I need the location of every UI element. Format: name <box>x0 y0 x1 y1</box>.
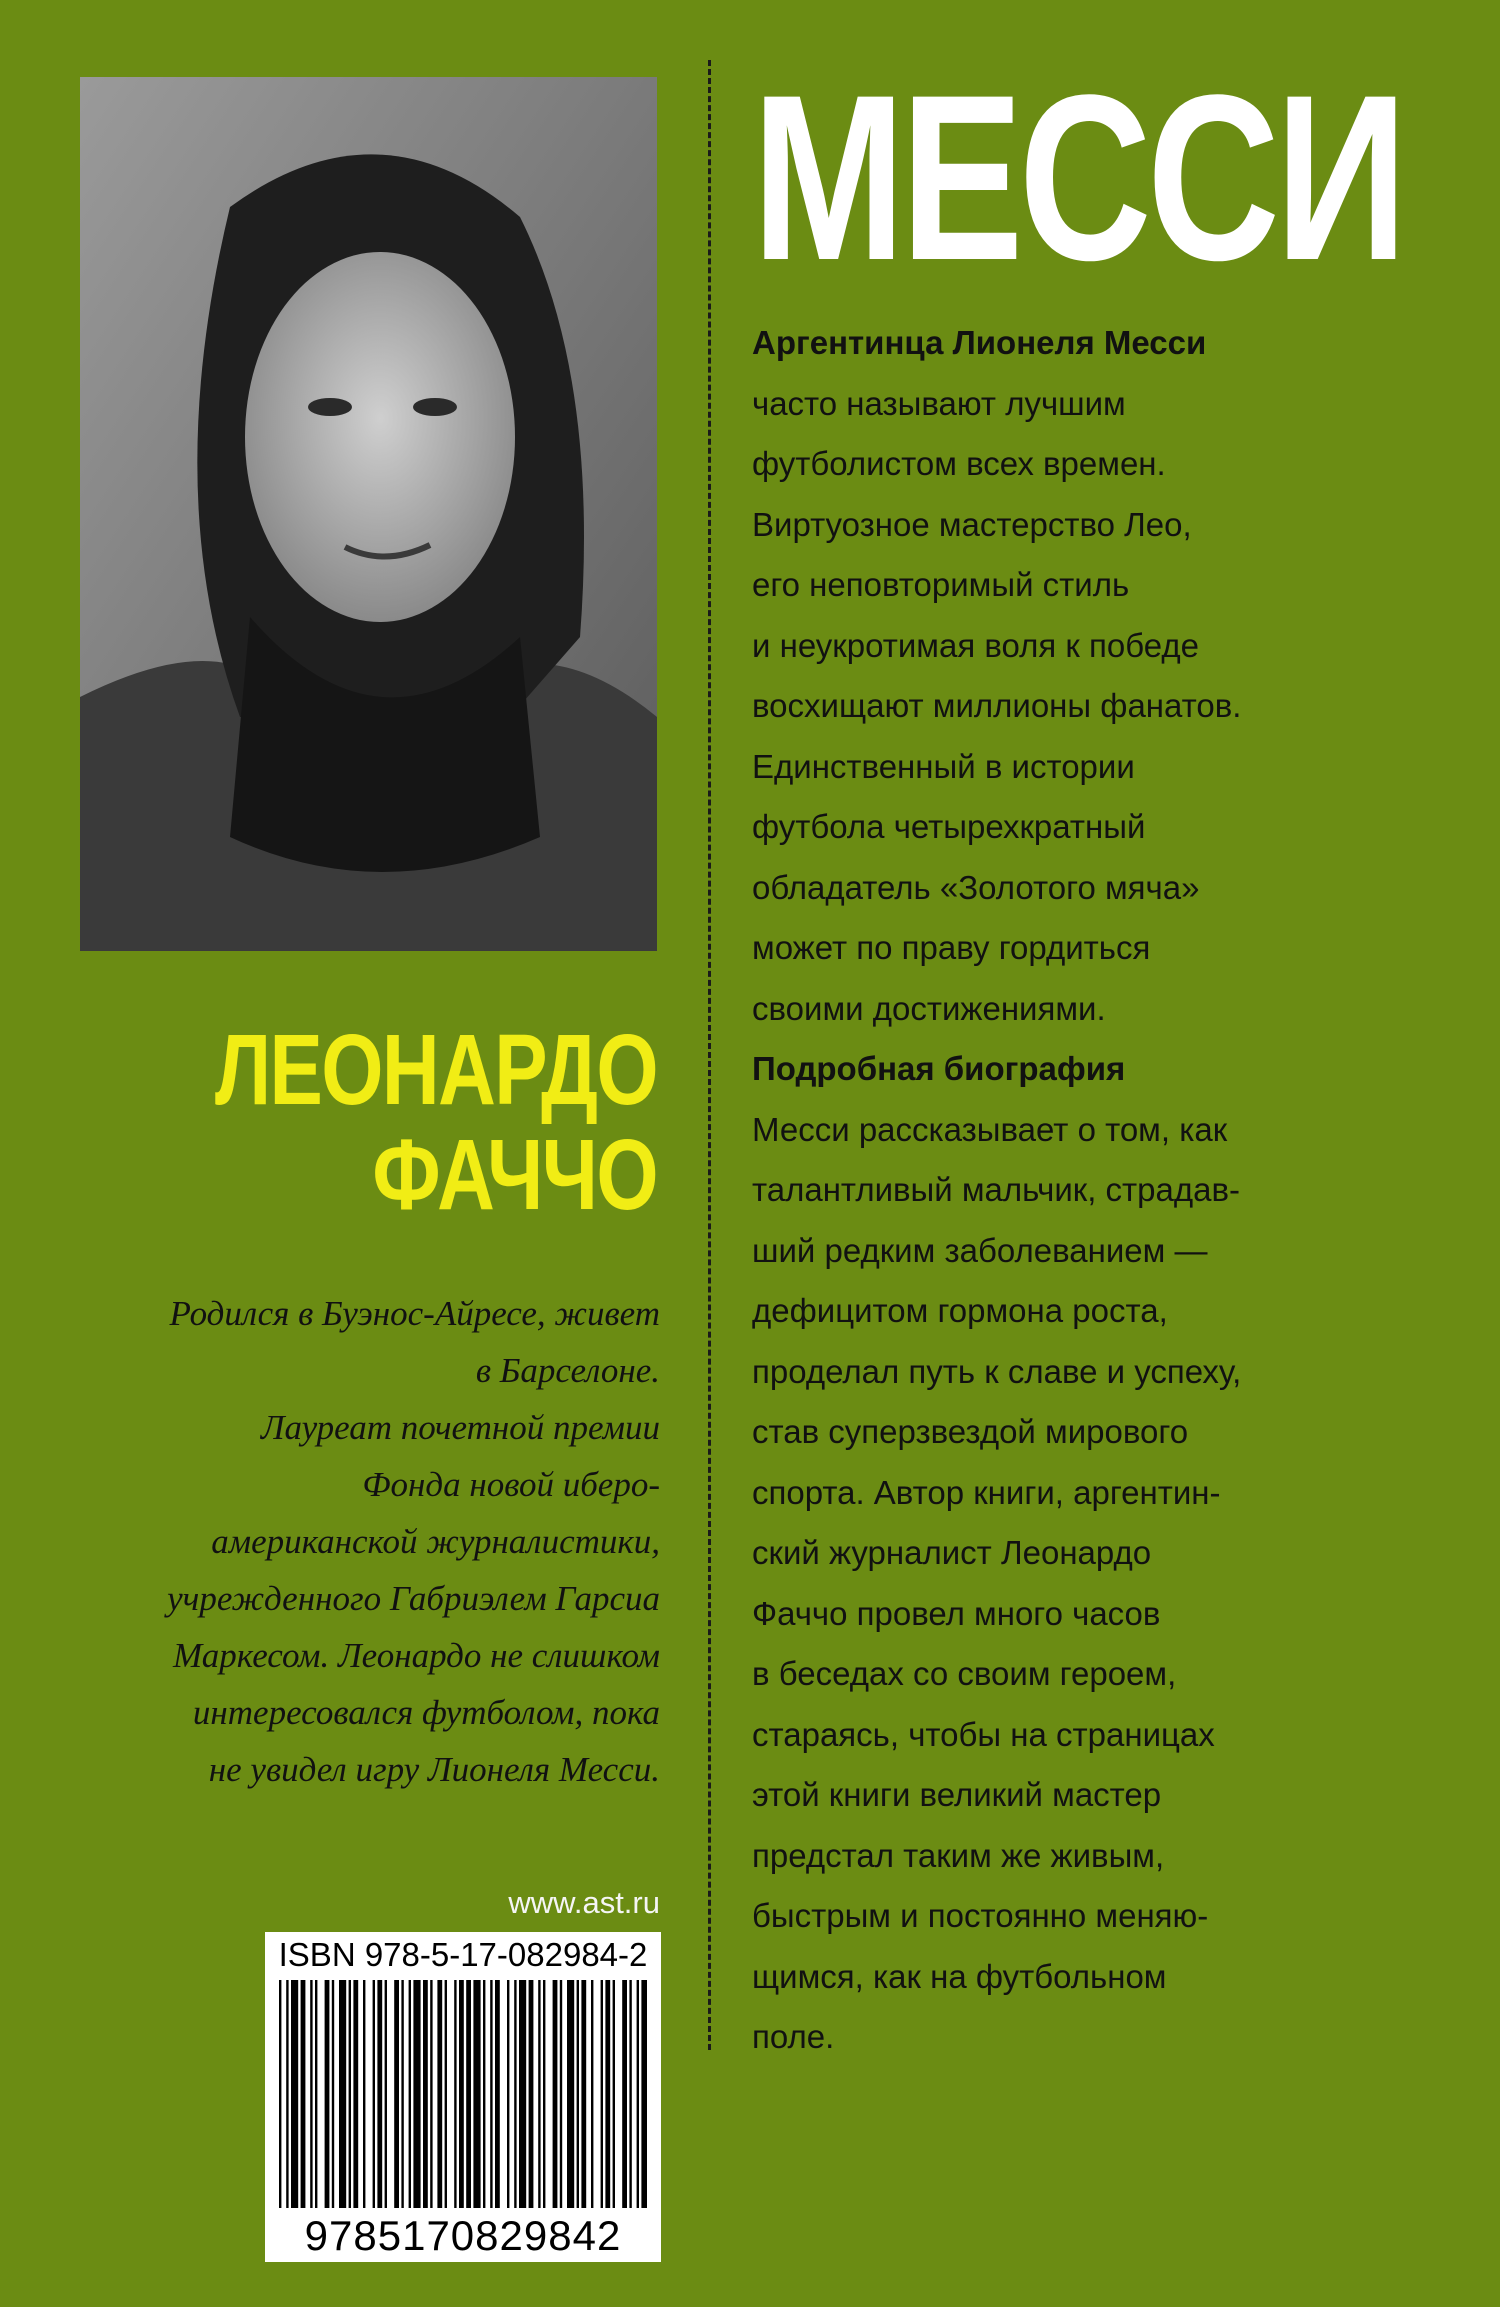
barcode-bar <box>629 1980 631 2208</box>
barcode-bar <box>394 1980 399 2208</box>
description-line: дефицитом гормона роста, <box>752 1292 1168 1329</box>
bio-line: Родился в Буэнос-Айресе, живет <box>169 1294 660 1333</box>
bio-line: в Барселоне. <box>475 1351 660 1390</box>
bio-line: американской журналистики, <box>211 1522 660 1561</box>
barcode-bar <box>413 1980 420 2208</box>
barcode-bar <box>349 1980 351 2208</box>
barcode-bar <box>473 1980 480 2208</box>
description-line: Фаччо провел много часов <box>752 1594 1161 1632</box>
barcode-bar <box>538 1980 540 2208</box>
publisher-website: www.ast.ru <box>508 1885 660 1920</box>
description-line: своими достижениями. <box>752 989 1106 1027</box>
description-line: футболистом всех времен. <box>752 445 1166 482</box>
description-lead: Аргентинца Лионеля Месси <box>752 324 1207 361</box>
barcode-bars <box>279 1980 647 2208</box>
description-line: стараясь, чтобы на страницах <box>752 1715 1215 1753</box>
description-line: поле. <box>752 2018 835 2055</box>
author-portrait-image <box>80 77 657 951</box>
barcode-bar <box>315 1980 317 2208</box>
barcode-bar <box>286 1980 288 2208</box>
author-photo <box>80 77 657 951</box>
description-line: быстрым и постоянно меняю- <box>752 1897 1209 1934</box>
barcode-bar <box>490 1980 492 2208</box>
description-line: предстал таким же живым, <box>752 1836 1165 1874</box>
barcode-bar <box>495 1980 500 2208</box>
ean-number: 9785170829842 <box>304 2212 622 2259</box>
barcode-bar <box>507 1980 509 2208</box>
description-line: может по праву гордиться <box>752 929 1151 966</box>
barcode-bar <box>454 1980 456 2208</box>
description-line: восхищают миллионы фанатов. <box>752 687 1242 724</box>
description-line: Единственный в истории <box>752 747 1135 785</box>
bio-line: Лауреат почетной премии <box>260 1408 660 1447</box>
barcode-bar <box>622 1980 627 2208</box>
barcode-bar <box>519 1980 526 2208</box>
description-line: обладатель «Золотого мяча» <box>752 868 1200 906</box>
description-line: щимся, как на футбольном <box>752 1957 1167 1995</box>
barcode-bar <box>591 1980 593 2208</box>
barcode-bar <box>385 1980 387 2208</box>
description-line: его неповторимый стиль <box>752 566 1130 603</box>
description-line: ский журналист Леонардо <box>752 1534 1152 1571</box>
author-first-name: ЛЕОНАРДО <box>214 1014 657 1126</box>
barcode-bar <box>637 1980 639 2208</box>
barcode-bar <box>577 1980 579 2208</box>
author-last-name: ФАЧЧО <box>372 1119 657 1231</box>
barcode-bar <box>291 1980 298 2208</box>
barcode-bar <box>543 1980 545 2208</box>
barcode-bar <box>310 1980 312 2208</box>
barcode-bar <box>553 1980 558 2208</box>
description-line: футбола четырехкратный <box>752 808 1146 845</box>
barcode-bar <box>529 1980 534 2208</box>
description-line: Виртуозное мастерство Лео, <box>752 505 1192 543</box>
barcode-bar <box>437 1980 442 2208</box>
barcode-box <box>265 1932 661 2262</box>
barcode-bar <box>301 1980 306 2208</box>
bio-line: Фонда новой иберо- <box>362 1465 660 1504</box>
barcode-bar <box>430 1980 432 2208</box>
description-line: Месси рассказывает о том, как <box>752 1110 1228 1148</box>
description-line: в беседах со своим героем, <box>752 1655 1177 1692</box>
barcode-bar <box>641 1980 647 2208</box>
book-title: МЕССИ <box>752 46 1403 310</box>
description-line: спорта. Автор книги, аргентин- <box>752 1473 1221 1511</box>
barcode-bar <box>601 1980 603 2208</box>
barcode-bar <box>483 1980 485 2208</box>
barcode-bar <box>401 1980 403 2208</box>
barcode-bar <box>339 1980 346 2208</box>
description-subhead: Подробная биография <box>752 1050 1126 1087</box>
bio-line: Маркесом. Леонардо не слишком <box>173 1636 660 1675</box>
barcode-bar <box>423 1980 428 2208</box>
description-line: став суперзвездой мирового <box>752 1413 1189 1450</box>
barcode-bar <box>332 1980 334 2208</box>
description-line: талантливый мальчик, страдав- <box>752 1171 1240 1208</box>
barcode-bar <box>445 1980 447 2208</box>
book-description <box>752 313 1472 2068</box>
barcode-bar <box>514 1980 516 2208</box>
bio-line: учрежденного Габриэлем Гарсиа <box>167 1579 660 1618</box>
description-line: проделал путь к славе и успеху, <box>752 1352 1242 1390</box>
barcode-bar <box>459 1980 464 2208</box>
bio-line: не увидел игру Лионеля Месси. <box>208 1750 660 1789</box>
description-line: этой книги великий мастер <box>752 1776 1162 1813</box>
barcode-bar <box>377 1980 382 2208</box>
isbn-number: ISBN 978-5-17-082984-2 <box>278 1936 648 1973</box>
barcode-bar <box>373 1980 375 2208</box>
barcode-bar <box>466 1980 471 2208</box>
barcode-bar <box>581 1980 586 2208</box>
barcode-bar <box>613 1980 615 2208</box>
description-line: часто называют лучшим <box>752 384 1126 422</box>
barcode-bar <box>605 1980 610 2208</box>
author-bio <box>80 1285 660 1798</box>
barcode-bar <box>567 1980 574 2208</box>
description-line: и неукротимая воля к победе <box>752 626 1200 664</box>
barcode-bar <box>353 1980 358 2208</box>
barcode-bar <box>325 1980 330 2208</box>
barcode-bar <box>363 1980 365 2208</box>
dashed-divider <box>708 60 711 2050</box>
barcode-bar <box>279 1980 281 2208</box>
barcode-bar <box>409 1980 411 2208</box>
description-line: ший редким заболеванием — <box>752 1231 1208 1269</box>
barcode-bar <box>560 1980 562 2208</box>
bio-line: интересовался футболом, пока <box>192 1693 660 1732</box>
